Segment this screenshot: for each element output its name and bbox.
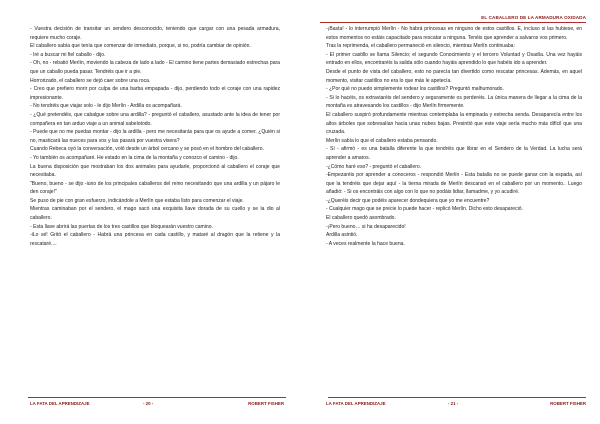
paragraph: Cuando Rebeca oyó la conversación, voló desde un árbol cercano y se posó en el hombro del caballero. (30, 146, 264, 153)
paragraph: - Esta llave abrirá las puertas de los tres castillos que bloquearán vuestro camino. (30, 223, 213, 230)
paragraph: El caballero quedó asombrado. (326, 215, 396, 222)
paragraph: - Puede que no me puedas montar - dijo la ardilla - pero me necesitarás para que os ayude a comer. ¿Quién si no, masticará las nueces para vos y las pasará por vuestra visera? (30, 129, 280, 144)
paragraph: Merlín sabía lo que el caballero estaba pensando. (326, 137, 438, 144)
paragraph: - Yo también os acompañaré. He estado en la cima de la montaña y conozco el camino - dijo. (30, 154, 239, 161)
paragraph: El caballero sabía que tenía que comenzar de inmediato, porque, si no, podría cambiar de opinión. (30, 43, 251, 50)
paragraph: -¡Pero bueno… si ha desaparecido! (326, 223, 406, 230)
paragraph: - Cualquier mago que se precie lo puede hacer - replicó Merlín. Dicho esto desapareció. (326, 206, 523, 213)
paragraph: - El primer castillo se llama Silencio; el segundo Conocimiento y el tercero Voluntad y Osadía. Una vez hayáis entrado en ellos, encontraréis la salida sólo cuando hayáis aprendido lo que habéis ido a aprender. (326, 51, 582, 67)
right-page-number: - 21 - (448, 401, 459, 406)
paragraph: - Creo que prefiero morir por culpa de una barba empapada - dijo, perdiendo todo el coraje con una rapidez impresionante. (30, 86, 280, 101)
paragraph: Mientras caminaban por el sendero, el mago sacó una exquisita llave dorada de su cuello y se la dio al caballero. (30, 206, 280, 222)
paragraph: Desde el punto de vista del caballero, esto no parecía tan divertido como rescatar princesas. Además, en aquel momento, visitar castillos no era lo que más le apetecía. (326, 68, 582, 84)
paragraph: Horrorizado, el caballero se dejó caer sobre una roca. (30, 77, 151, 84)
right-footer-author: ROBERT FISHER (550, 401, 586, 406)
paragraph: - Sí - afirmó - es una batalla diferente la que tendréis que librar en el Sendero de la Verdad. La lucha será aprender a amaros. (326, 146, 582, 161)
paragraph: La buena disposición que mostraban los dos animales para ayudarle, proporcionó al caballero el coraje que necesitaba. (30, 163, 280, 179)
paragraph: -Empezaréis por aprender a conoceros - respondió Merlín - Esta batalla no se puede ganar con la espada, así que la tendréis que dejar aquí - la tierna mirada de Merlín descansó en el caballero por un momento.. Luego añadió: - Si os encontráis con algo con lo que no podáis lidiar, llamadme, y yo acudiré. (326, 172, 582, 196)
left-page-number: - 20 - (143, 401, 154, 406)
running-header: EL CABALLERO DE LA ARMADURA OXIDADA (481, 15, 586, 20)
paragraph: -¿Cómo haré eso? - preguntó el caballero. (326, 163, 422, 170)
right-page (300, 0, 600, 424)
paragraph: Ardilla asintió. (326, 232, 358, 239)
header-rule (320, 22, 586, 23)
paragraph: - Vuestra decisión de transitar un sendero desconocido, teniendo que cargar con una pesada armadura, requiere mucho coraje. (30, 26, 280, 41)
left-page-body (30, 25, 280, 248)
paragraph: Tras la reprimenda, el caballero permaneció en silencio, mientras Merlín continuaba: (326, 43, 515, 50)
left-footer-author: ROBERT FISHER (248, 401, 284, 406)
paragraph: -iLo sé! Gritó el caballero - Habrá una princesa en cada castillo, y mataré al dragón que la retiene y la rescataré.... (30, 232, 280, 247)
paragraph: - Iré a buscar mi fiel caballo - dijo. (30, 51, 106, 58)
paragraph: "Bueno, bueno - se dijo -iuno de los principales caballeros del reino necesitando que una ardilla y un pájaro le den coraje!" (30, 180, 280, 196)
paragraph: - No tendréis que viajar solo - le dijo Merlín - Ardilla os acompañará. (30, 103, 182, 110)
right-footer-series: LA FATA DEL APRENDIZAJE (326, 401, 386, 406)
left-footer-rule (28, 397, 286, 398)
paragraph: - Oh, no - rebatió Merlín, moviendo la cabeza de lado a lado - El camino tiene partes demasiado estrechas para que un caballo pueda pasar. Tendréis que ir a pie. (30, 60, 280, 75)
paragraph: Se puso de pie con gran esfuerzo, indicándole a Merlín que estaba listo para comenzar el viaje. (30, 197, 244, 204)
paragraph: - A veces realmente la hace buena. (326, 240, 405, 247)
paragraph: -¡Basta! - lo interrumpió Merlín - No habrá princesas en ninguno de estos castillos. E, incluso si las hubiese, en estos momentos no estáis capacitado para rescatar a ninguna. Tenéis que aprender a salvaros vos primero. (326, 26, 582, 41)
right-footer-rule (328, 397, 586, 398)
paragraph: - ¿Qué pretendéis, que cabalgue sobre una ardilla? - preguntó el caballero, asustado ante la idea de tener por compañera en tan arduo viaje a un animal sabelotodo. (30, 111, 280, 127)
paragraph: -¿Queréis decir que podéis aparecer dondequiera que yo me encuentre? (326, 197, 490, 204)
paragraph: - ¿Por qué no puedo simplemente rodear los castillos? Preguntó malhumorado. (326, 86, 504, 93)
right-page-body (326, 25, 582, 248)
paragraph: - Si lo hacéis, os extraviaréis del sendero y seguramente os perderéis. La única manera de llegar a la cima de la montaña es atravesando los castillos - dijo Merlín firmemente. (326, 94, 582, 110)
paragraph: El caballero suspiró profundamente mientras contemplaba la empinada y estrecha senda. Desaparecía entre los altos árboles que sobresalían hacia unas nubes bajas. Presintió que este viaje sería mucho más difícil que una cruzada. (326, 111, 582, 136)
left-footer-series: LA FATA DEL APRENDIZAJE (30, 401, 90, 406)
